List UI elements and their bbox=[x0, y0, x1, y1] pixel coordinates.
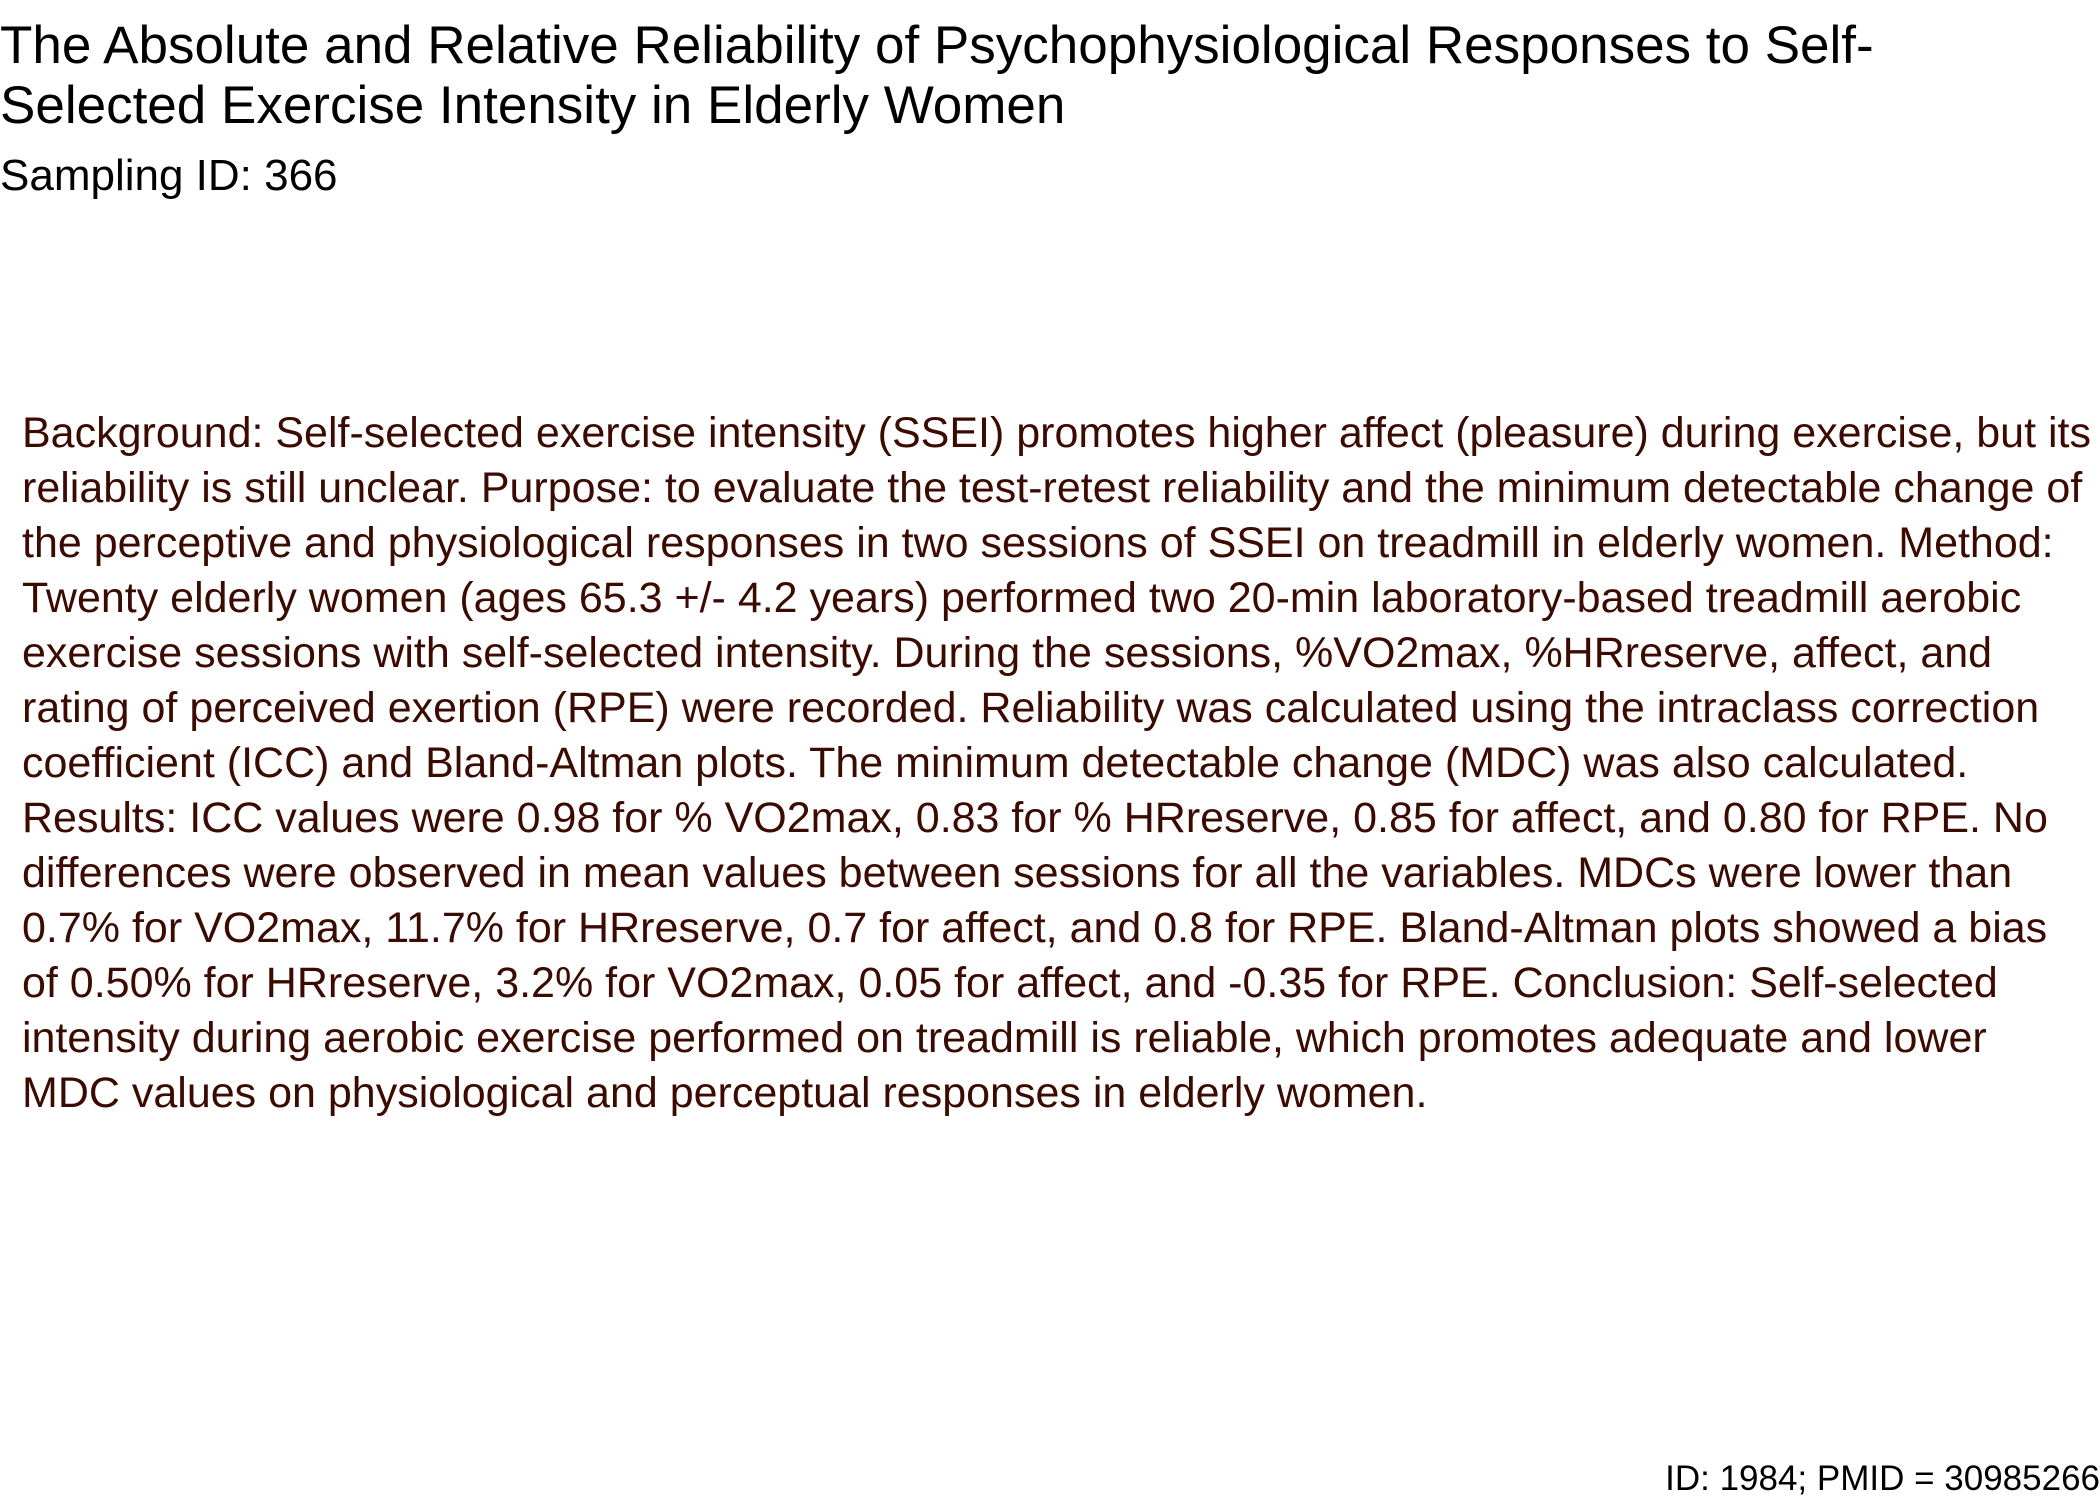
sampling-id: Sampling ID: 366 bbox=[0, 151, 338, 200]
abstract-text: Background: Self-selected exercise intensity (SSEI) promotes higher affect (pleasure) during exercise, but its reliability is still unclear. Purpose: to evaluate the test-retest reliability and the minimum detectable change of the perceptive and physiological responses in two sessions of SSEI on treadmill in elderly women. Method: Twenty elderly women (ages 65.3 +/- 4.2 years) performed two 20-min laboratory-based treadmill aerobic exercise sessions with self-selected intensity. During the sessions, %VO2max, %HRreserve, affect, and rating of perceived exertion (RPE) were recorded. Reliability was calculated using the intraclass correction coefficient (ICC) and Bland-Altman plots. The minimum detectable change (MDC) was also calculated. Results: ICC values were 0.98 for % VO2max, 0.83 for % HRreserve, 0.85 for affect, and 0.80 for RPE. No differences were observed in mean values between sessions for all the variables. MDCs were lower than 0.7% for VO2max, 11.7% for HRreserve, 0.7 for affect, and 0.8 for RPE. Bland-Altman plots showed a bias of 0.50% for HRreserve, 3.2% for VO2max, 0.05 for affect, and -0.35 for RPE. Conclusion: Self-selected intensity during aerobic exercise performed on treadmill is reliable, which promotes adequate and lower MDC values on physiological and perceptual responses in elderly women. bbox=[22, 409, 2091, 1117]
document-title: The Absolute and Relative Reliability of Psychophysiological Responses to Self-Selected Exercise Intensity in Elderly Women bbox=[0, 16, 1874, 135]
footer-id: ID: 1984; PMID = 30985266 bbox=[1665, 1459, 2100, 1498]
